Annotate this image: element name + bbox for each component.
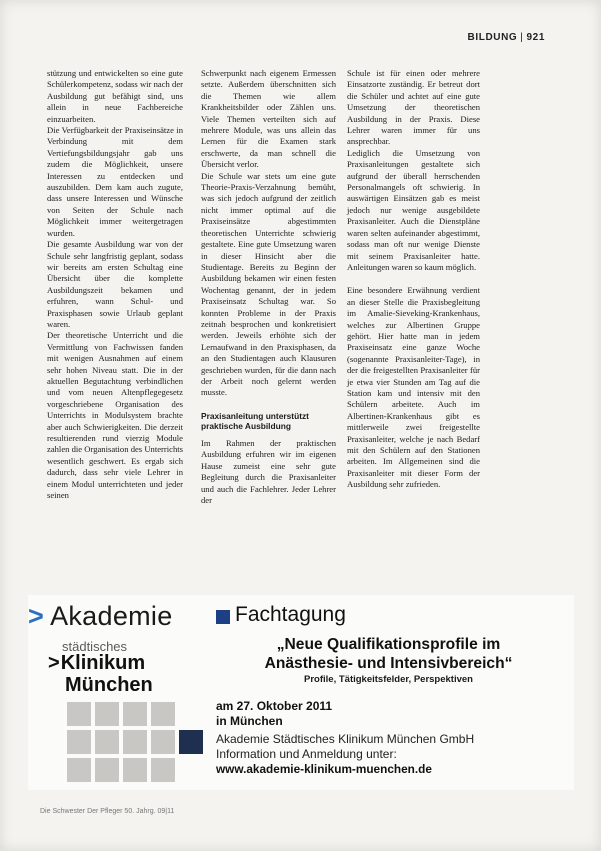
tile [95,730,119,754]
logo-muenchen: München [65,674,153,696]
tile [123,730,147,754]
paragraph: Schule ist für einen oder mehrere Einsatzorte zuständig. Er betreut dort die Schüler und achtet auf eine gute Umsetzung der theoretischen Ausbildung in der Praxis. Diese Lehrer waren immer für uns ansprechbar. [347,68,480,147]
paragraph: Die gesamte Ausbildung war von der Schule sehr langfristig geplant, sodass wir bereits am ersten Schultag eine Übersicht über die komplette Ausbildungszeit bekamen und erfuhren, wann Schul- und Praxisphasen sowie Urlaub geplant waren. [47,239,183,329]
section-title: BILDUNG [467,32,518,43]
akademie-wordmark: Akademie [50,601,173,631]
tile [123,702,147,726]
event-date [216,699,332,729]
paragraph: Lediglich die Umsetzung von Praxisanleitungen gestaltete sich aufgrund der überall herrschenden Personalmangels oft schwierig. In auswärtigen Einsätzen gab es meist jedoch nur wenige ausgebildete Praxisanleiter. Auch die Dienstpläne waren selten aufeinander abgestimmt, sodass man oft nur wenige Dienste mit seinem Praxisanleiter hatte. Anleitungen waren so kaum möglich. [347,147,480,272]
advertisement-akademie [28,595,574,790]
event-date-text: am 27. Oktober 2011 [216,699,333,713]
logo-staedtisches: städtisches [62,639,128,654]
tile [95,702,119,726]
klinikum-word: Klinikum [60,652,146,674]
page-header [468,32,545,43]
tile-accent [179,730,203,754]
event-title [216,635,561,673]
organizer-name: Akademie Städtisches Klinikum München GmbH [216,732,475,746]
event-title-line: „Neue Qualifikationsprofile im [276,636,501,653]
registration-info: Information und Anmeldung unter: [216,747,397,761]
akademie-logo [28,601,173,632]
event-location: in München [216,714,283,728]
event-subtitle: Profile, Tätigkeitsfelder, Perspektiven [304,674,473,685]
tile [95,758,119,782]
paragraph: stützung und entwickelten so eine gute Schülerkompetenz, sodass wir nach der Ausbildung gut befähigt sind, uns allein in neue Fachbereiche einzuarbeiten. [47,68,183,124]
article-column-3 [347,68,480,491]
logo-klinikum [48,653,145,674]
paragraph: Der theoretische Unterricht und die Vermittlung von Fachwissen fanden mit wenigen Ausnahmen auf einem sehr hohen Niveau statt. Die in der aktuellen Begutachtung verbindlichen und vom neuen Altenpflegegesetz vorgeschriebene Organisation des Unterrichts in Modulsystem brachte aber auch Schwierigkeiten. Die derzeit resultierenden rund vierzig Module zahlen die Organisation des Unterrichts wesentlich geschwert. Es ergab sich dadurch, dass sehr viele Lehrer in einem Modul unterrichteten und jeder seinen [47,330,183,501]
organizer [216,732,474,762]
article-subheading: Praxisanleitung unterstützt praktische Ausbildung [201,410,309,432]
article-column-1 [47,68,183,501]
tile [151,730,175,754]
fachtagung-square-icon [216,610,230,624]
arrow-small-icon: > [48,652,60,674]
tile [151,758,175,782]
page-footer: Die Schwester Der Pfleger 50. Jahrg. 09|11 [40,808,175,815]
header-separator: | [520,32,524,43]
tile [67,702,91,726]
tile [67,730,91,754]
tile [123,758,147,782]
paragraph: Schwerpunkt nach eigenem Ermessen setzte. Außerdem überschnitten sich die Themen wie allem Krankheitsbilder oder Zählen uns. Viele Themen verteilten sich auf mehrere Module, was uns allein das Lernen für die Examen stark erschwerte, da man schnell die Übersicht verlor. [201,68,336,170]
tile [151,702,175,726]
paragraph: Eine besondere Erwähnung verdient an dieser Stelle die Praxisbegleitung im Amalie-Sieveking-Krankenhaus, welches zur Albertinen Gruppe gehört. Hier hatte man in jedem Praxiseinsatz eine ganze Woche (sogenannte Praxisanleiter-Tage), in der die freigestellten Praxisanleiter für je etwa vier Stunden am Tag auf die Station kam und intensiv mit den Schülern arbeitete. Auch im Albertinen-Krankenhaus gibt es mittlerweile zwei freigestellte Praxisanleiter, welche je nach Bedarf mit den Schülern auf den Stationen arbeiten. Im Allgemeinen sind die Praxisanleiter mit dieser Form der Ausbildung sehr zufrieden. [347,285,480,490]
paragraph: Die Verfügbarkeit der Praxiseinsätze in Verbindung mit dem Vertiefungsbildungsjahr gab uns zudem die Möglichkeit, unsere Interessen zu entdecken und auszubilden. Dem kam auch zugute, dass unsere Interessen und Wünsche von Seiten der Schule nach Möglichkeit immer weitergetragen wurden. [47,125,183,238]
page-number: 921 [526,32,545,43]
event-type: Fachtagung [235,603,346,626]
paragraph: Die Schule war stets um eine gute Theorie-Praxis-Verzahnung bemüht, was sich jedoch aufgrund der zeitlich nicht immer optimal auf die Praxiseinsätze abgestimmten theoretischen Unterrichte schwierig gestaltete. Eine gute Umsetzung waren in dieser Hinsicht aber die Studientage. Bereits zu Beginn der Ausbildung bekamen wir einen festen Wochentag genannt, der in jedem Praxiseinsatz Schultag war. So konnten Probleme in der Praxis zeitnah besprochen und konkretisiert werden. Jeweils erhöhte sich der Lernaufwand in den Praxisphasen, da an den Studientagen auch Klausuren geschrieben wurden, für die dann nach der Arbeit noch gelernt werden musste. [201,170,336,398]
article-column-2 [201,68,336,506]
tile [67,758,91,782]
arrow-icon: > [28,601,45,631]
event-title-line: Anästhesie- und Intensivbereich“ [264,655,513,672]
event-url[interactable]: www.akademie-klinikum-muenchen.de [216,762,432,776]
paragraph: Im Rahmen der praktischen Ausbildung erfuhren wir im eigenen Hause zumeist eine sehr gute Begleitung durch die Praxisanleiter und auch die Fachlehrer. Jeder Lehrer der [201,437,336,505]
